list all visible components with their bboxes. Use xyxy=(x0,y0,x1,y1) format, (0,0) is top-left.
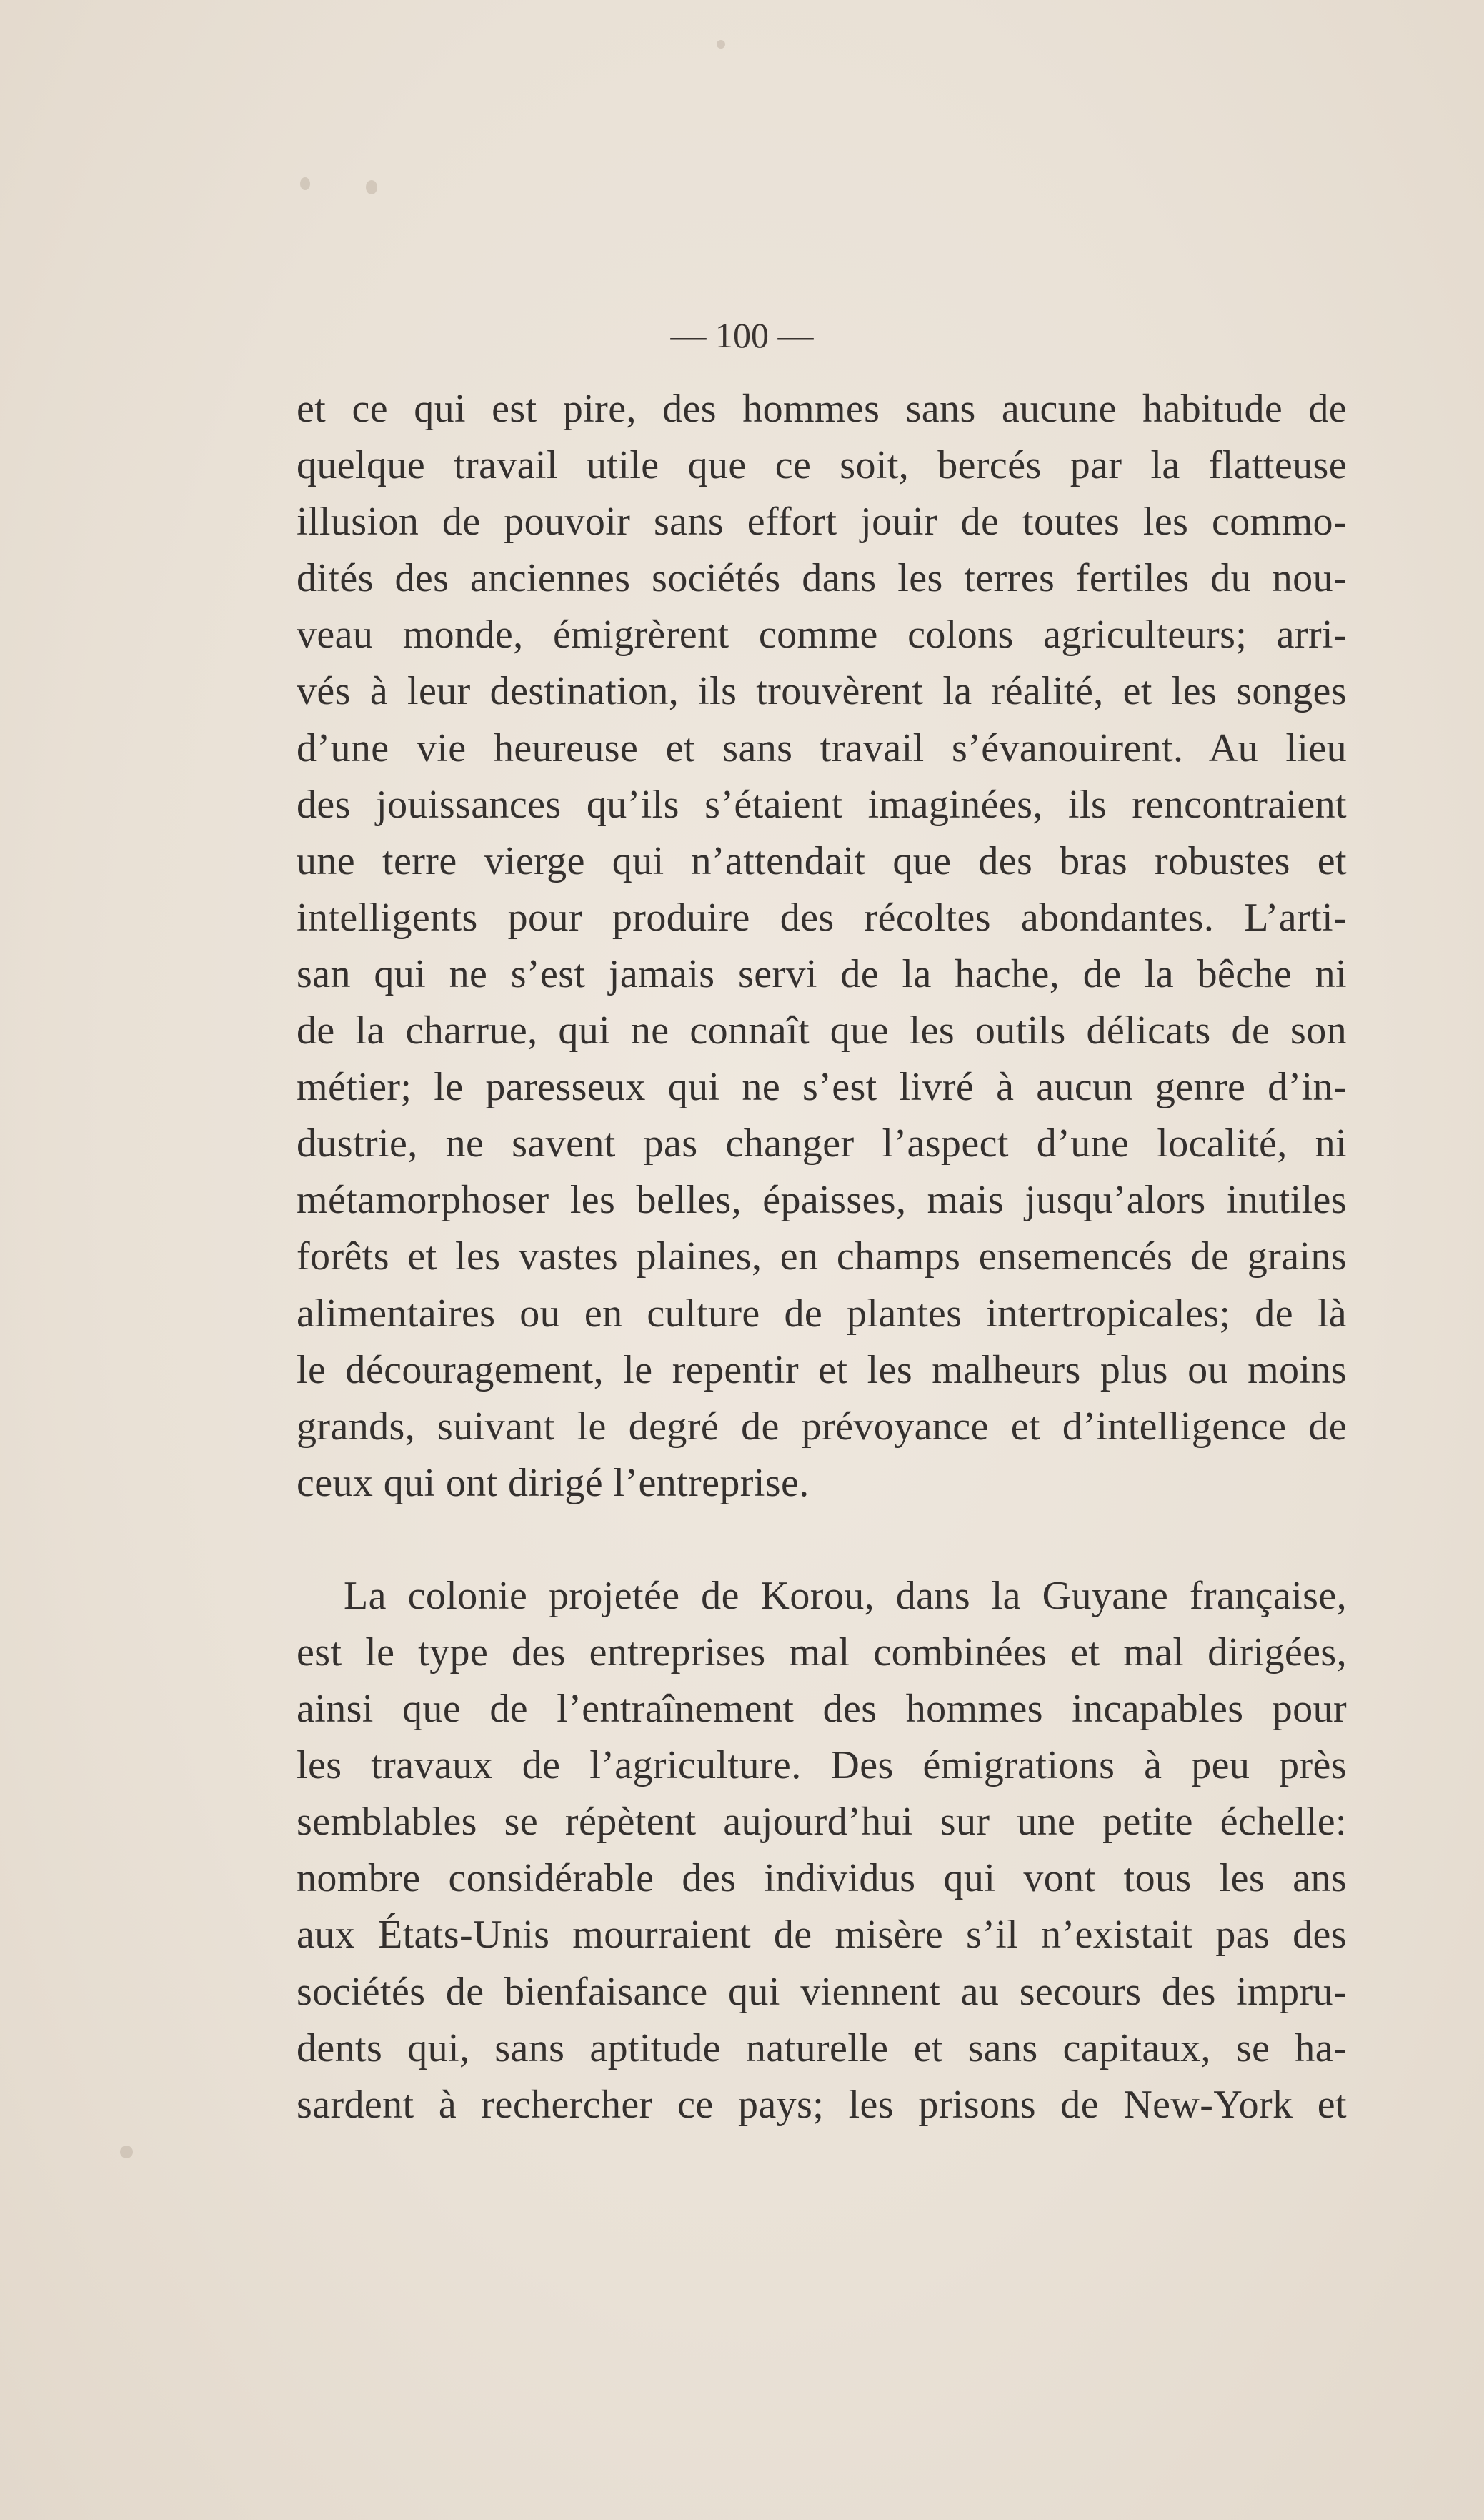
paper-spot xyxy=(717,40,725,49)
text-line: ainsi que de l’entraînement des hommes incapables pour xyxy=(297,1687,1347,1732)
text-line: métamorphoser les belles, épaisses, mais jusqu’alors inutiles xyxy=(297,1178,1347,1223)
text-line: des jouissances qu’ils s’étaient imaginées, ils rencontraient xyxy=(297,782,1347,827)
paper-spot xyxy=(300,177,310,190)
text-line: d’une vie heureuse et sans travail s’évanouirent. Au lieu xyxy=(297,725,1347,770)
text-line: semblables se répètent aujourd’hui sur une petite échelle: xyxy=(297,1800,1347,1845)
text-line: aux États-Unis mourraient de misère s’il n’existait pas des xyxy=(297,1913,1347,1958)
text-line: quelque travail utile que ce soit, bercés par la flatteuse xyxy=(297,443,1347,488)
paragraph-gap xyxy=(297,1512,1347,1568)
paragraph-1 xyxy=(297,381,1347,1512)
text-line: de la charrue, qui ne connaît que les outils délicats de son xyxy=(297,1008,1347,1053)
paper-spot xyxy=(366,180,377,194)
text-line: intelligents pour produire des récoltes abondantes. L’arti- xyxy=(297,895,1347,940)
text-line: et ce qui est pire, des hommes sans aucune habitude de xyxy=(297,387,1347,431)
text-line: san qui ne s’est jamais servi de la hache, de la bêche ni xyxy=(297,951,1347,996)
text-line: La colonie projetée de Korou, dans la Guyane française, xyxy=(344,1573,1347,1618)
text-line: métier; le paresseux qui ne s’est livré à aucun genre d’in- xyxy=(297,1065,1347,1110)
text-line: dités des anciennes sociétés dans les terres fertiles du nou- xyxy=(297,556,1347,601)
text-line: sardent à rechercher ce pays; les prisons de New-York et xyxy=(297,2082,1347,2127)
body-text xyxy=(297,381,1347,2133)
text-line: une terre vierge qui n’attendait que des bras robustes et xyxy=(297,838,1347,883)
text-line: est le type des entreprises mal combinées et mal dirigées, xyxy=(297,1629,1347,1675)
text-line: dustrie, ne savent pas changer l’aspect d’une localité, ni xyxy=(297,1121,1347,1166)
text-line: vés à leur destination, ils trouvèrent la réalité, et les songes xyxy=(297,669,1347,714)
paper-spot xyxy=(120,2146,133,2158)
text-line: dents qui, sans aptitude naturelle et sans capitaux, se ha- xyxy=(297,2025,1347,2070)
text-line: sociétés de bienfaisance qui viennent au secours des impru- xyxy=(297,1969,1347,2014)
text-line: le découragement, le repentir et les malheurs plus ou moins xyxy=(297,1347,1347,1392)
text-line: ceux qui ont dirigé l’entreprise. xyxy=(297,1460,810,1505)
text-line: les travaux de l’agriculture. Des émigrations à peu près xyxy=(297,1743,1347,1788)
text-line: veau monde, émigrèrent comme colons agriculteurs; arri- xyxy=(297,612,1347,658)
paragraph-2 xyxy=(297,1568,1347,2133)
text-line: nombre considérable des individus qui vont tous les ans xyxy=(297,1856,1347,1901)
text-line: illusion de pouvoir sans effort jouir de toutes les commo- xyxy=(297,500,1347,545)
text-line: grands, suivant le degré de prévoyance et d’intelligence de xyxy=(297,1404,1347,1449)
page-number: — 100 — xyxy=(670,315,814,355)
text-line: alimentaires ou en culture de plantes intertropicales; de là xyxy=(297,1291,1347,1336)
text-line: forêts et les vastes plaines, en champs ensemencés de grains xyxy=(297,1234,1347,1279)
